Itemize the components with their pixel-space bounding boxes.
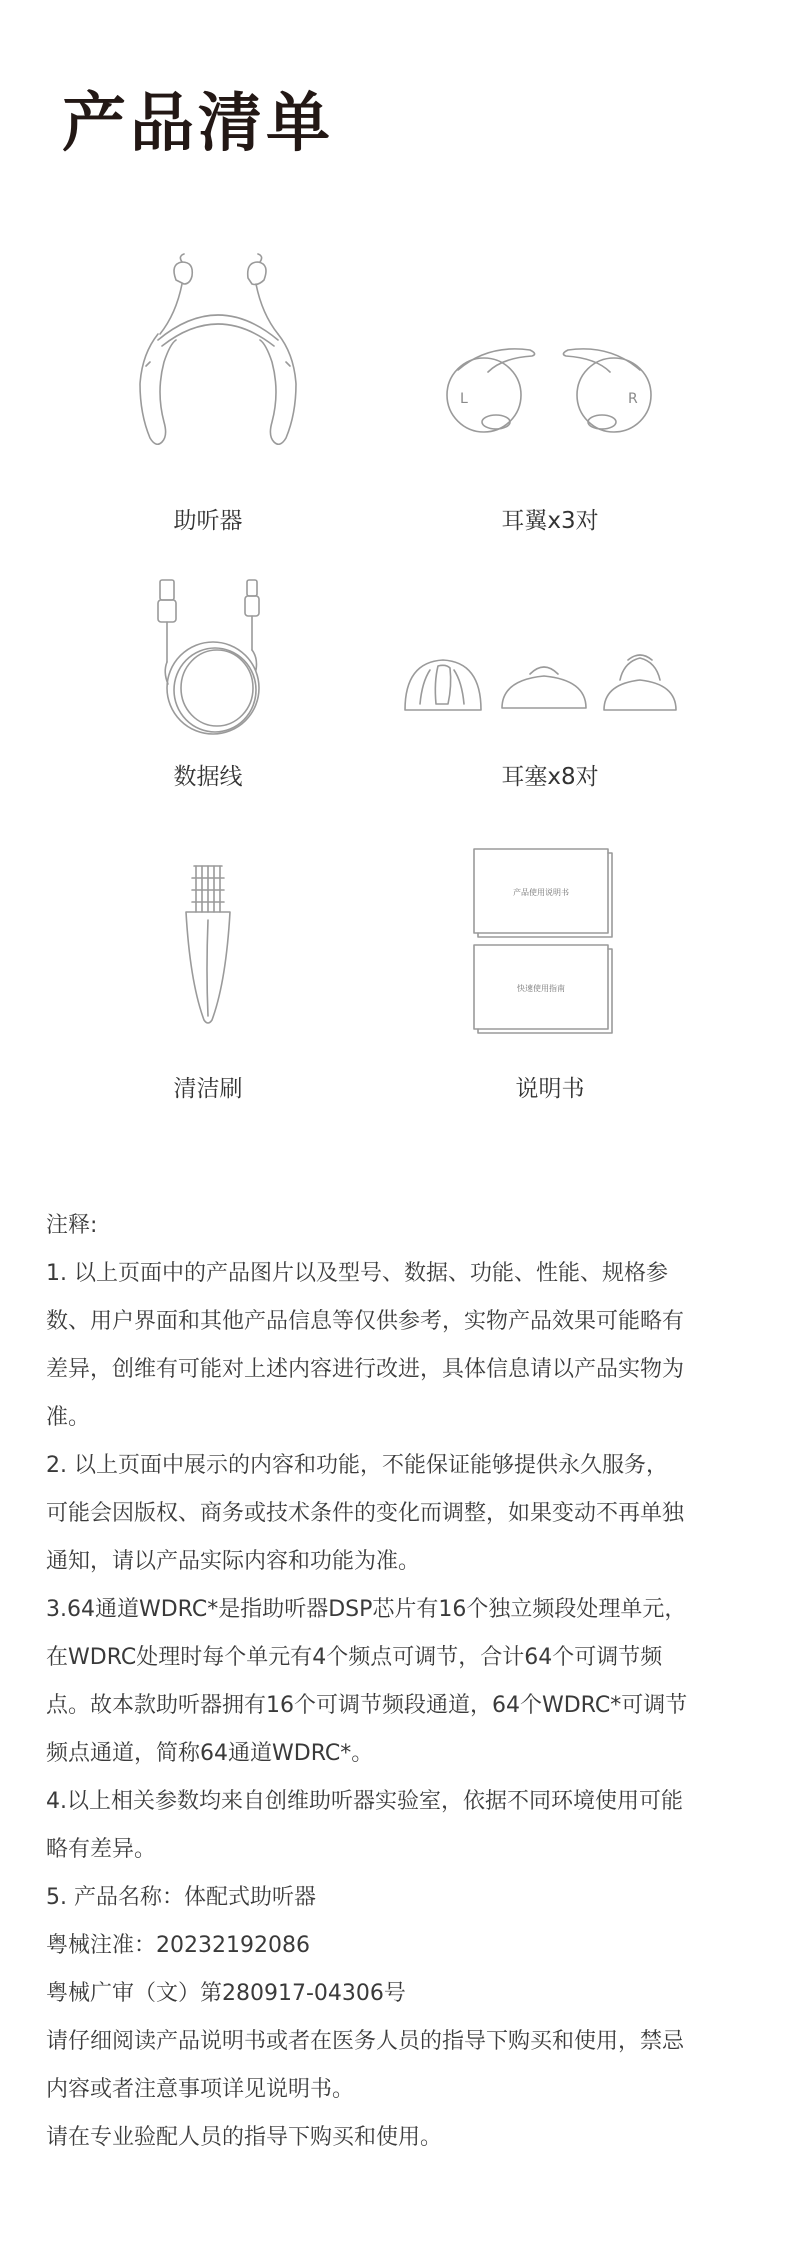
note-line: 内容或者注意事项详见说明书。 (46, 2077, 355, 2102)
item-brush (58, 860, 358, 1110)
item-label: 助听器 (173, 508, 243, 534)
manual-booklets-icon (400, 845, 700, 1045)
note-line: 请在专业验配人员的指导下购买和使用。 (46, 2125, 443, 2150)
note-line: 频点通道，简称64通道WDRC*。 (46, 1741, 374, 1766)
wing-right-label: R (628, 391, 638, 407)
wing-left-label: L (460, 391, 468, 407)
note-line: 可能会因版权、商务或技术条件的变化而调整，如果变动不再单独 (46, 1501, 685, 1526)
note-line: 粤械注准：20232192086 (46, 1933, 310, 1958)
note-line: 3.64通道WDRC*是指助听器DSP芯片有16个独立频段处理单元， (46, 1597, 687, 1622)
item-label: 说明书 (515, 1076, 585, 1102)
notes-heading: 注释: (46, 1213, 98, 1238)
note-line: 2. 以上页面中展示的内容和功能，不能保证能够提供永久服务， (46, 1453, 668, 1478)
ear-wings-icon (400, 250, 700, 470)
item-label: 清洁刷 (173, 1076, 243, 1102)
note-line: 请仔细阅读产品说明书或者在医务人员的指导下购买和使用，禁忌 (46, 2029, 685, 2054)
note-line: 在WDRC处理时每个单元有4个频点可调节，合计64个可调节频 (46, 1645, 663, 1670)
note-line: 数、用户界面和其他产品信息等仅供参考，实物产品效果可能略有 (46, 1309, 685, 1334)
item-ear-tips (400, 578, 700, 828)
booklet-2-title: 快速使用指南 (517, 984, 565, 993)
cleaning-brush-icon (58, 860, 358, 1040)
booklet-1-title: 产品使用说明书 (513, 888, 569, 897)
ear-tips-icon (400, 578, 700, 748)
note-line: 略有差异。 (46, 1837, 157, 1862)
neckband-hearing-aid-icon (58, 250, 358, 470)
note-line: 通知，请以产品实际内容和功能为准。 (46, 1549, 421, 1574)
usb-cable-icon (58, 578, 358, 748)
item-label: 数据线 (173, 764, 243, 790)
page-title: 产品清单 (62, 87, 334, 161)
notes-section (46, 1202, 746, 2162)
item-cable (58, 578, 358, 828)
note-line: 5. 产品名称：体配式助听器 (46, 1885, 316, 1910)
note-line: 点。故本款助听器拥有16个可调节频段通道，64个WDRC*可调节 (46, 1693, 688, 1718)
item-label: 耳翼x3对 (501, 508, 599, 534)
item-manuals (400, 845, 700, 1102)
note-line: 4.以上相关参数均来自创维助听器实验室，依据不同环境使用可能 (46, 1789, 683, 1814)
item-hearing-aid (58, 250, 358, 534)
note-line: 准。 (46, 1405, 91, 1430)
note-line: 差异，创维有可能对上述内容进行改进，具体信息请以产品实物为 (46, 1357, 685, 1382)
note-line: 1. 以上页面中的产品图片以及型号、数据、功能、性能、规格参 (46, 1261, 668, 1286)
note-line: 粤械广审（文）第280917-04306号 (46, 1981, 406, 2006)
item-label: 耳塞x8对 (501, 764, 599, 790)
item-ear-wings (400, 250, 700, 534)
